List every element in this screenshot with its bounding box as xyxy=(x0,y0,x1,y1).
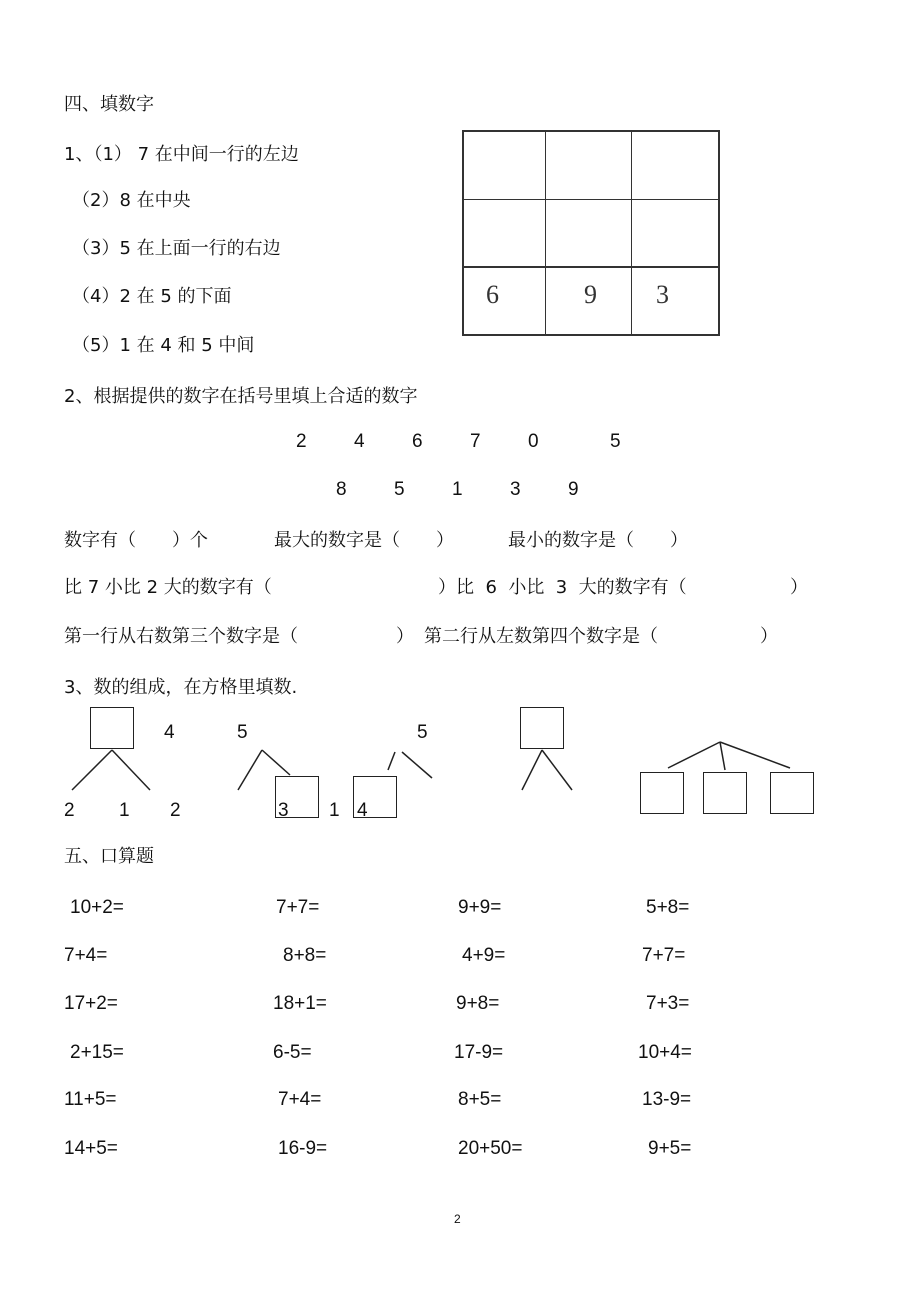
arithmetic-problem: 5+8= xyxy=(646,897,690,918)
part-left: 2 xyxy=(64,800,75,821)
fill-max-digit: 最大的数字是（ ） xyxy=(274,530,454,551)
grid-line xyxy=(464,199,718,200)
arithmetic-problem: 2+15= xyxy=(70,1042,124,1063)
clue-2: （2）8 在中央 xyxy=(72,190,191,211)
arithmetic-problem: 7+4= xyxy=(64,945,108,966)
arithmetic-problem: 9+9= xyxy=(458,897,502,918)
digit: 5 xyxy=(610,431,621,452)
branch-line xyxy=(402,752,432,778)
branch-line xyxy=(388,752,395,770)
box-number: 4 xyxy=(357,800,368,821)
grid-line xyxy=(545,132,546,334)
answer-box[interactable] xyxy=(770,772,814,814)
fill-digit-count: 数字有（ ）个 xyxy=(64,530,208,551)
arithmetic-problem: 9+8= xyxy=(456,993,500,1014)
digit: 0 xyxy=(528,431,539,452)
bracket-close: ） xyxy=(396,626,414,647)
branch-line xyxy=(262,750,290,775)
digit: 9 xyxy=(568,479,579,500)
box-number: 3 xyxy=(278,800,289,821)
clue-5: （5）1 在 4 和 5 中间 xyxy=(72,335,255,356)
section-4-title: 四、填数字 xyxy=(64,94,154,115)
arithmetic-problem: 13-9= xyxy=(642,1089,692,1110)
branch-line xyxy=(238,750,262,790)
grid-cell-value: 9 xyxy=(584,280,597,309)
bracket-close: ） xyxy=(790,577,808,598)
digit: 2 xyxy=(296,431,307,452)
arithmetic-problem: 9+5= xyxy=(648,1138,692,1159)
fill-between-6-3: ）比 6 小比 3 大的数字有（ xyxy=(438,577,687,598)
branch-line xyxy=(112,750,150,790)
arithmetic-problem: 20+50= xyxy=(458,1138,523,1159)
number-grid xyxy=(462,130,720,336)
arithmetic-problem: 16-9= xyxy=(278,1138,328,1159)
branch-line xyxy=(542,750,572,790)
whole-number: 4 xyxy=(164,722,175,743)
arithmetic-problem: 8+8= xyxy=(283,945,327,966)
arithmetic-problem: 10+4= xyxy=(638,1042,692,1063)
answer-box[interactable] xyxy=(520,707,564,749)
branch-line xyxy=(668,742,720,768)
arithmetic-problem: 7+3= xyxy=(646,993,690,1014)
digit: 4 xyxy=(354,431,365,452)
part-right: 1 xyxy=(119,800,130,821)
digit: 5 xyxy=(394,479,405,500)
branch-line xyxy=(720,742,725,770)
branch-line xyxy=(720,742,790,768)
arithmetic-problem: 7+7= xyxy=(642,945,686,966)
grid-line xyxy=(464,266,718,268)
answer-box[interactable] xyxy=(640,772,684,814)
grid-line xyxy=(631,132,632,334)
arithmetic-problem: 10+2= xyxy=(70,897,124,918)
branch-line xyxy=(522,750,542,790)
arithmetic-problem: 7+4= xyxy=(278,1089,322,1110)
part-left: 2 xyxy=(170,800,181,821)
branch-line xyxy=(72,750,112,790)
answer-box[interactable] xyxy=(90,707,134,749)
digit: 7 xyxy=(470,431,481,452)
digit: 8 xyxy=(336,479,347,500)
arithmetic-problem: 7+7= xyxy=(276,897,320,918)
arithmetic-problem: 4+9= xyxy=(462,945,506,966)
answer-box[interactable] xyxy=(703,772,747,814)
page-number: 2 xyxy=(454,1212,461,1226)
whole-number: 5 xyxy=(237,722,248,743)
arithmetic-problem: 18+1= xyxy=(273,993,327,1014)
clue-4: （4）2 在 5 的下面 xyxy=(72,286,232,307)
part-left: 1 xyxy=(329,800,340,821)
whole-number: 5 xyxy=(417,722,428,743)
fill-min-digit: 最小的数字是（ ） xyxy=(508,530,688,551)
fill-between-7-2: 比 7 小比 2 大的数字有（ xyxy=(64,577,272,598)
digit: 6 xyxy=(412,431,423,452)
fill-row2-left-fourth: 第二行从左数第四个数字是（ xyxy=(424,626,658,647)
arithmetic-problem: 17+2= xyxy=(64,993,118,1014)
arithmetic-problem: 14+5= xyxy=(64,1138,118,1159)
arithmetic-problem: 6-5= xyxy=(273,1042,312,1063)
clue-3: （3）5 在上面一行的右边 xyxy=(72,238,281,259)
arithmetic-problem: 11+5= xyxy=(64,1089,117,1110)
digit: 3 xyxy=(510,479,521,500)
q3-title: 3、数的组成，在方格里填数. xyxy=(64,677,298,698)
clue-1: 1、（1） 7 在中间一行的左边 xyxy=(64,144,299,165)
bracket-close: ） xyxy=(760,626,778,647)
digit: 1 xyxy=(452,479,463,500)
fill-row1-right-third: 第一行从右数第三个数字是（ xyxy=(64,626,298,647)
arithmetic-problem: 8+5= xyxy=(458,1089,502,1110)
section-5-title: 五、口算题 xyxy=(64,846,154,867)
arithmetic-problem: 17-9= xyxy=(454,1042,504,1063)
grid-cell-value: 6 xyxy=(486,280,499,309)
q2-title: 2、根据提供的数字在括号里填上合适的数字 xyxy=(64,386,418,407)
grid-cell-value: 3 xyxy=(656,280,669,309)
